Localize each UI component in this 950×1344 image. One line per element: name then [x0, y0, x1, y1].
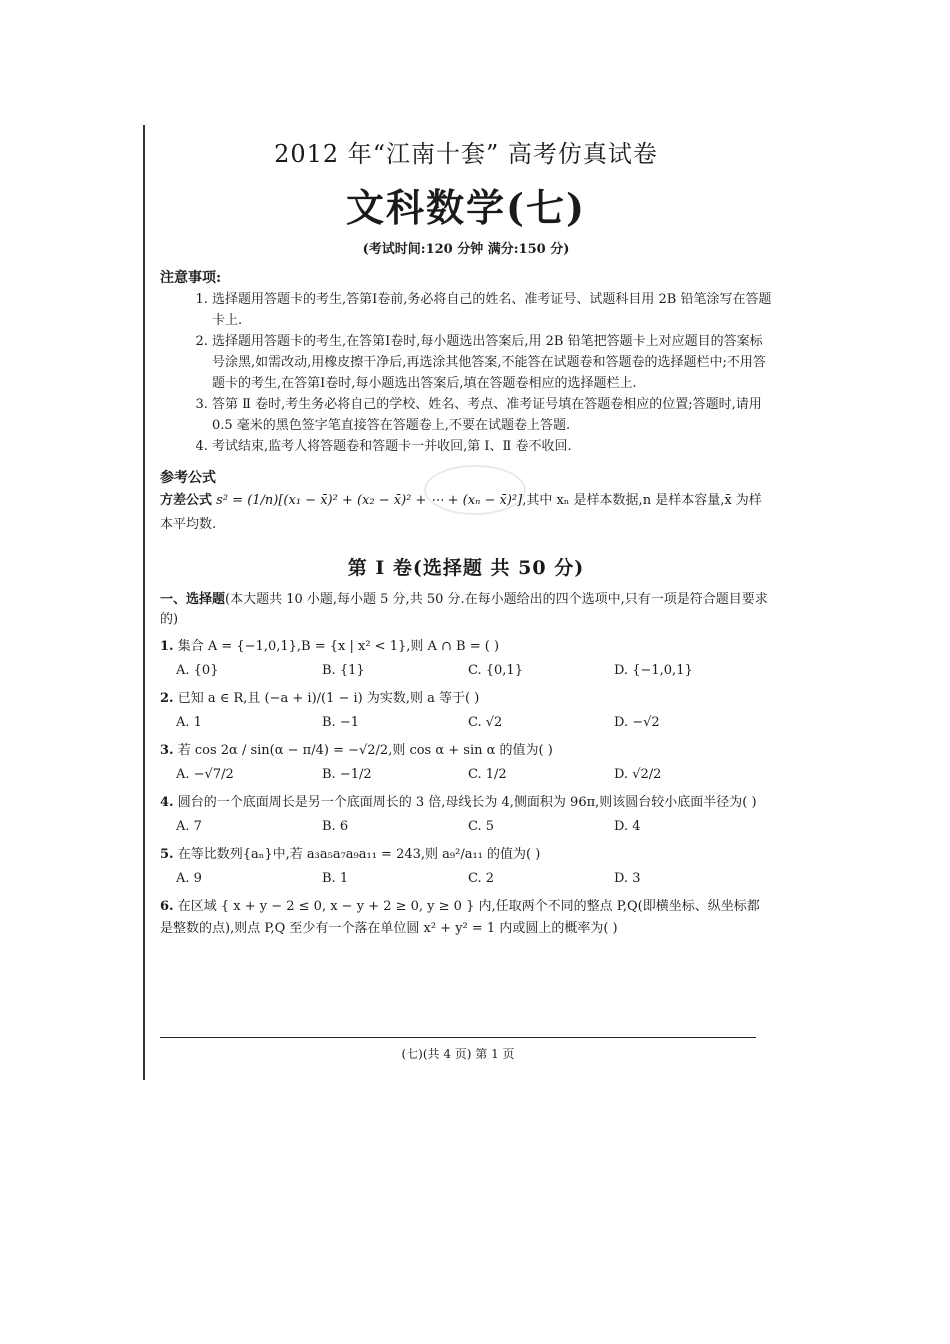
part1-title: 第 Ⅰ 卷(选择题 共 50 分): [347, 557, 585, 579]
note-item: 2. 选择题用答题卡的考生,在答第Ⅰ卷时,每小题选出答案后,用 2B 铅笔把答题卡上对应题目的答案标号涂黑,如需改动,用橡皮擦干净后,再选涂其他答案,不能答在试题卷和答题卷的选择题栏中;不用答题卡的考生,在答第Ⅰ卷时,每小题选出答案后,填在答题卷相应的选择题栏上.: [212, 331, 772, 394]
section-intro: [160, 590, 772, 630]
option-c: C. {0,1}: [468, 663, 523, 678]
section-label: 一、选择题: [160, 592, 226, 607]
question-number: 5.: [160, 847, 174, 862]
footer-rule: [160, 1037, 756, 1038]
question-number: 4.: [160, 795, 174, 810]
notes-list: [160, 289, 772, 457]
options-2: [160, 712, 772, 734]
formula-expression: s² = (1/n)[(x₁ − x̄)² + (x₂ − x̄)² + ⋯ + (xₙ − x̄)²]: [216, 493, 523, 508]
exam-sheet: [160, 130, 772, 940]
question-number: 6.: [160, 899, 174, 914]
option-c: C. 1/2: [468, 767, 507, 782]
option-b: B. −1: [322, 715, 359, 730]
option-d: D. √2/2: [614, 767, 662, 782]
question-stem: 集合 A = {−1,0,1},B = {x | x² < 1},则 A ∩ B = ( ): [177, 639, 500, 654]
exam-series-title: 2012 年“江南十套” 高考仿真试卷: [274, 140, 658, 168]
note-item: 1. 选择题用答题卡的考生,答第Ⅰ卷前,务必将自己的姓名、准考证号、试题科目用 2B 铅笔涂写在答题卡上.: [212, 289, 772, 331]
option-d: D. {−1,0,1}: [614, 663, 693, 678]
options-3: [160, 764, 772, 786]
question-1: [160, 636, 772, 658]
options-1: [160, 660, 772, 682]
page-footer: (七)(共 4 页) 第 1 页: [401, 1047, 515, 1061]
option-a: A. 9: [176, 871, 202, 886]
question-3: [160, 740, 772, 762]
question-5: [160, 844, 772, 866]
question-6: [160, 896, 772, 940]
note-item: 4. 考试结束,监考人将答题卷和答题卡一并收回,第 Ⅰ、Ⅱ 卷不收回.: [212, 436, 772, 457]
options-5: [160, 868, 772, 890]
option-b: B. 6: [322, 819, 349, 834]
question-stem: 在区域 { x + y − 2 ≤ 0, x − y + 2 ≥ 0, y ≥ 0 } 内,任取两个不同的整点 P,Q(即横坐标、纵坐标都是整数的点),则点 P,Q 至少有一个落在单位圆 x² + y² = 1 内或圆上的概率为( ): [160, 899, 760, 936]
option-a: A. 1: [176, 715, 202, 730]
reference-heading: 参考公式: [160, 470, 216, 486]
option-c: C. √2: [468, 715, 503, 730]
option-d: D. −√2: [614, 715, 660, 730]
exam-time-score: (考试时间:120 分钟 满分:150 分): [362, 242, 570, 257]
question-stem: 圆台的一个底面周长是另一个底面周长的 3 倍,母线长为 4,侧面积为 96π,则该圆台较小底面半径为( ): [177, 795, 757, 810]
notes-heading: 注意事项:: [160, 270, 222, 286]
question-number: 3.: [160, 743, 174, 758]
question-number: 2.: [160, 691, 174, 706]
option-a: A. −√7/2: [176, 767, 234, 782]
question-4: [160, 792, 772, 814]
left-margin-rule: [143, 125, 145, 1080]
question-stem: 已知 a ∈ R,且 (−a + i)/(1 − i) 为实数,则 a 等于( ): [177, 691, 480, 706]
option-d: D. 4: [614, 819, 641, 834]
paper-title: 文科数学(七): [346, 185, 586, 230]
section-instructions: (本大题共 10 小题,每小题 5 分,共 50 分.在每小题给出的四个选项中,只有一项是符合题目要求的): [160, 592, 768, 627]
question-stem: 若 cos 2α / sin(α − π/4) = −√2/2,则 cos α + sin α 的值为( ): [177, 743, 553, 758]
option-c: C. 5: [468, 819, 495, 834]
option-b: B. −1/2: [322, 767, 372, 782]
note-item: 3. 答第 Ⅱ 卷时,考生务必将自己的学校、姓名、考点、准考证号填在答题卷相应的位置;答题时,请用 0.5 毫米的黑色签字笔直接答在答题卷上,不要在试题卷上答题.: [212, 394, 772, 436]
option-b: B. {1}: [322, 663, 365, 678]
option-c: C. 2: [468, 871, 495, 886]
question-number: 1.: [160, 639, 174, 654]
formula-explanation: ,其中 xₙ 是样本数据,n 是样本容量,x̄ 为样本平均数.: [160, 493, 762, 532]
option-a: A. {0}: [176, 663, 219, 678]
faint-watermark-logo: [420, 460, 530, 520]
formula-label: 方差公式: [160, 493, 213, 508]
option-a: A. 7: [176, 819, 202, 834]
option-d: D. 3: [614, 871, 641, 886]
question-2: [160, 688, 772, 710]
question-stem: 在等比数列{aₙ}中,若 a₃a₅a₇a₉a₁₁ = 243,则 a₉²/a₁₁ 的值为( ): [177, 847, 541, 862]
options-4: [160, 816, 772, 838]
option-b: B. 1: [322, 871, 349, 886]
